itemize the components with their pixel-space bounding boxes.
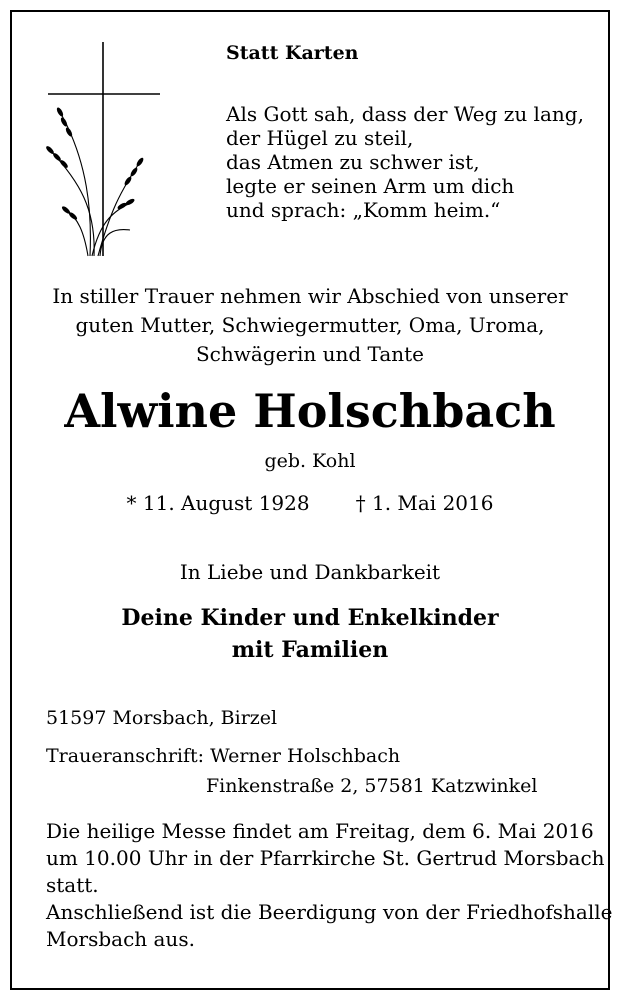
family-signature [0, 602, 620, 666]
poem-line: das Atmen zu schwer ist, [226, 150, 480, 174]
love-line: In Liebe und Dankbarkeit [179, 560, 441, 584]
poem-line: der Hügel zu steil, [226, 126, 414, 150]
service-line: Die heilige Messe findet am Freitag, dem 6. Mai 2016 [46, 819, 594, 843]
intro-text [0, 282, 620, 369]
death-date: † 1. Mai 2016 [355, 491, 494, 515]
birth-date: * 11. August 1928 [126, 491, 310, 515]
poem-line: legte er seinen Arm um dich [226, 174, 515, 198]
intro-line: In stiller Trauer nehmen wir Abschied von unserer [52, 284, 568, 308]
family-line: Deine Kinder und Enkelkinder [121, 605, 499, 631]
poem [226, 102, 584, 222]
service-line: Morsbach aus. [46, 927, 195, 951]
maiden-name: geb. Kohl [264, 450, 356, 472]
deceased-name: Alwine Holschbach [64, 384, 556, 438]
family-line: mit Familien [231, 637, 389, 663]
intro-line: Schwägerin und Tante [195, 342, 425, 366]
cross-with-wheat-icon [40, 42, 165, 262]
service-info [46, 818, 612, 953]
intro-line: guten Mutter, Schwiegermutter, Oma, Uroma, [75, 313, 545, 337]
service-line: um 10.00 Uhr in der Pfarrkirche St. Gertrud Morsbach [46, 846, 605, 870]
mourning-address-street: Finkenstraße 2, 57581 Katzwinkel [206, 775, 538, 797]
poem-line: Als Gott sah, dass der Weg zu lang, [226, 102, 584, 126]
place-line: 51597 Morsbach, Birzel [46, 707, 278, 729]
poem-line: und sprach: „Komm heim.“ [226, 198, 501, 222]
statt-karten-label: Statt Karten [226, 42, 359, 64]
service-line: statt. [46, 873, 99, 897]
mourning-address-line: Traueranschrift: Werner Holschbach [46, 745, 401, 767]
service-line: Anschließend ist die Beerdigung von der Friedhofshalle [46, 900, 613, 924]
life-dates [0, 491, 620, 515]
